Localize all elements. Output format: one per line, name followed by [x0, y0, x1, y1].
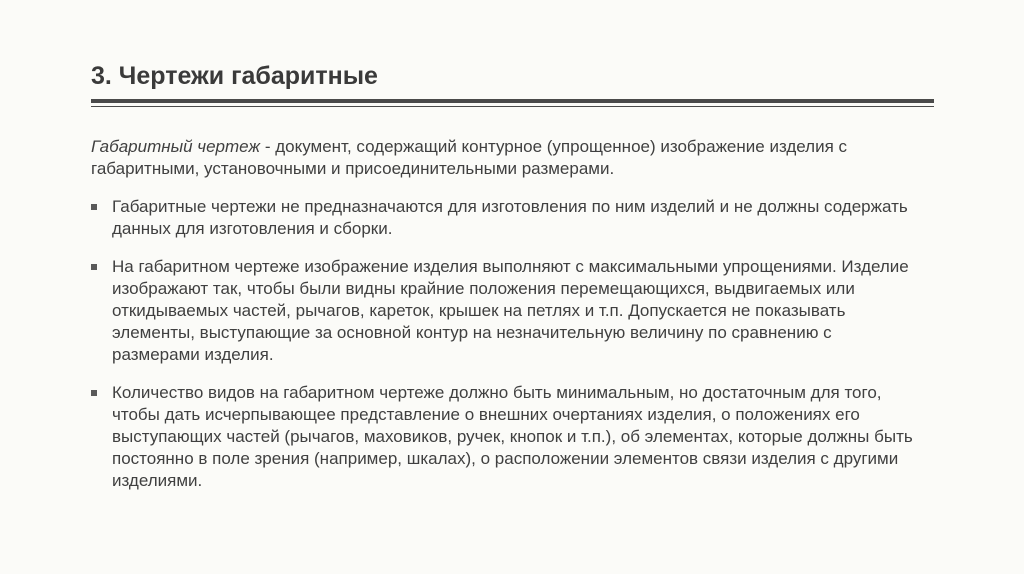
intro-paragraph	[91, 136, 921, 180]
list-item	[91, 196, 921, 240]
slide-content	[91, 136, 921, 508]
square-bullet-icon	[91, 264, 97, 270]
bullet-list	[91, 196, 921, 492]
intro-term: Габаритный чертеж	[91, 137, 261, 156]
slide-title: 3. Чертежи габаритные	[91, 62, 378, 90]
square-bullet-icon	[91, 390, 97, 396]
bullet-text: Количество видов на габаритном чертеже должно быть минимальным, но достаточным для того, чтобы дать исчерпывающее представление о внешних очертаниях изделия, о положениях его выступающих частей (рычагов, маховиков, ручек, кнопок и т.п.), об элементах, которые должны быть постоянно в поле зрения (например, шкалах), о расположении элементов связи изделия с другими изделиями.	[112, 383, 913, 490]
square-bullet-icon	[91, 204, 97, 210]
title-divider-thin	[91, 106, 934, 107]
list-item	[91, 382, 921, 492]
bullet-text: На габаритном чертеже изображение изделия выполняют с максимальными упрощениями. Изделие изображают так, чтобы были видны крайние положения перемещающихся, выдвигаемых или откидываемых частей, рычагов, кареток, крышек на петлях и т.п. Допускается не показывать элементы, выступающие за основной контур на незначительную величину по сравнению с размерами изделия.	[112, 257, 909, 364]
bullet-text: Габаритные чертежи не предназначаются для изготовления по ним изделий и не должны содержать данных для изготовления и сборки.	[112, 197, 908, 238]
intro-text: - документ, содержащий контурное (упрощенное) изображение изделия с габаритными, установочными и присоединительными размерами.	[91, 137, 848, 178]
title-divider-thick	[91, 99, 934, 103]
list-item	[91, 256, 921, 366]
